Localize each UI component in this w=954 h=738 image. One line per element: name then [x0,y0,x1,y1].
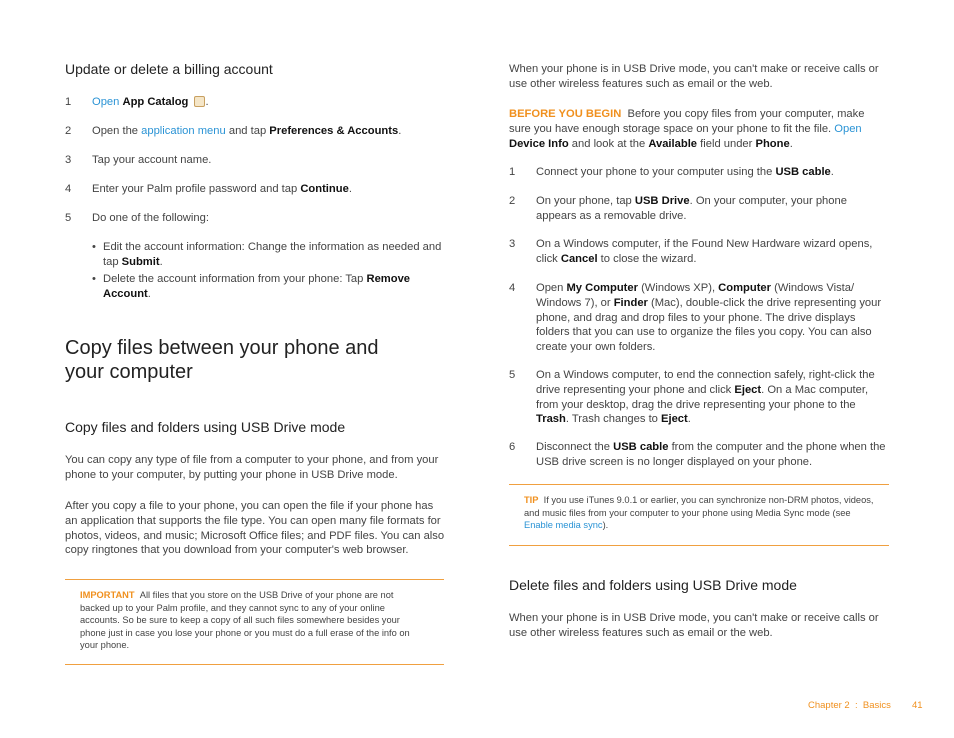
delete-heading: Delete files and folders using USB Drive mode [509,577,797,593]
tip-label: TIP [524,495,539,505]
usb-heading: Copy files and folders using USB Drive mode [65,419,346,435]
footer-chapter: Chapter 2 : Basics [808,700,891,711]
open-link[interactable]: Open [92,96,120,108]
important-note: IMPORTANT All files that you store on the USB Drive of your phone are not backed up to your Palm profile, and they cannot sync to any of your online accounts. So be sure to keep a copy of all such files somewhere besides your phone just in case you lose your phone or you must do a full erase of the info on your phone. [80,590,410,650]
important-label: IMPORTANT [80,590,135,600]
open-device-info-link[interactable]: Open [834,122,862,135]
usb-paragraph-1: You can copy any type of file from a computer to your phone, and from your phone to your computer, by putting your phone in USB Drive mode. [65,454,439,481]
bullet-edit-account: • Edit the account information: Change the information as needed and tap Submit. [103,240,445,270]
tip-top-rule [509,484,889,485]
footer-page-number: 41 [912,700,923,711]
section-title: Copy files between your phone and your computer [65,337,379,383]
billing-heading: Update or delete a billing account [65,61,273,77]
usb-intro: When your phone is in USB Drive mode, you can't make or receive calls or use other wireless features such as email or the web. [509,63,879,90]
tip-note: TIP If you use iTunes 9.0.1 or earlier, you can synchronize non-DRM photos, videos, and music files from your computer to your phone using Media Sync mode (see Enable media sync). [524,495,874,530]
bullet-delete-account: • Delete the account information from your phone: Tap Remove Account. [103,272,428,302]
enable-media-sync-link[interactable]: Enable media sync [524,520,603,530]
delete-paragraph: When your phone is in USB Drive mode, you can't make or receive calls or use other wireless features such as email or the web. [509,612,879,639]
usb-paragraph-2: After you copy a file to your phone, you can open the file if your phone has an application that supports the file type. You can open many file formats for photos, videos, and music; Microsoft Office files; and PDF files. You can also copy ringtones that you download from your computer's web browser. [65,500,445,557]
important-bottom-rule [65,664,444,665]
important-top-rule [65,579,444,580]
tip-bottom-rule [509,545,889,546]
app-catalog-label: App Catalog [122,96,189,108]
before-you-begin: BEFORE YOU BEGIN Before you copy files from your computer, make sure you have enough storage space on your phone to fit the file. Open Device Info and look at the Available field under Phone. [509,108,865,150]
app-catalog-icon [194,96,205,107]
application-menu-link[interactable]: application menu [141,125,226,137]
before-label: BEFORE YOU BEGIN [509,108,622,120]
